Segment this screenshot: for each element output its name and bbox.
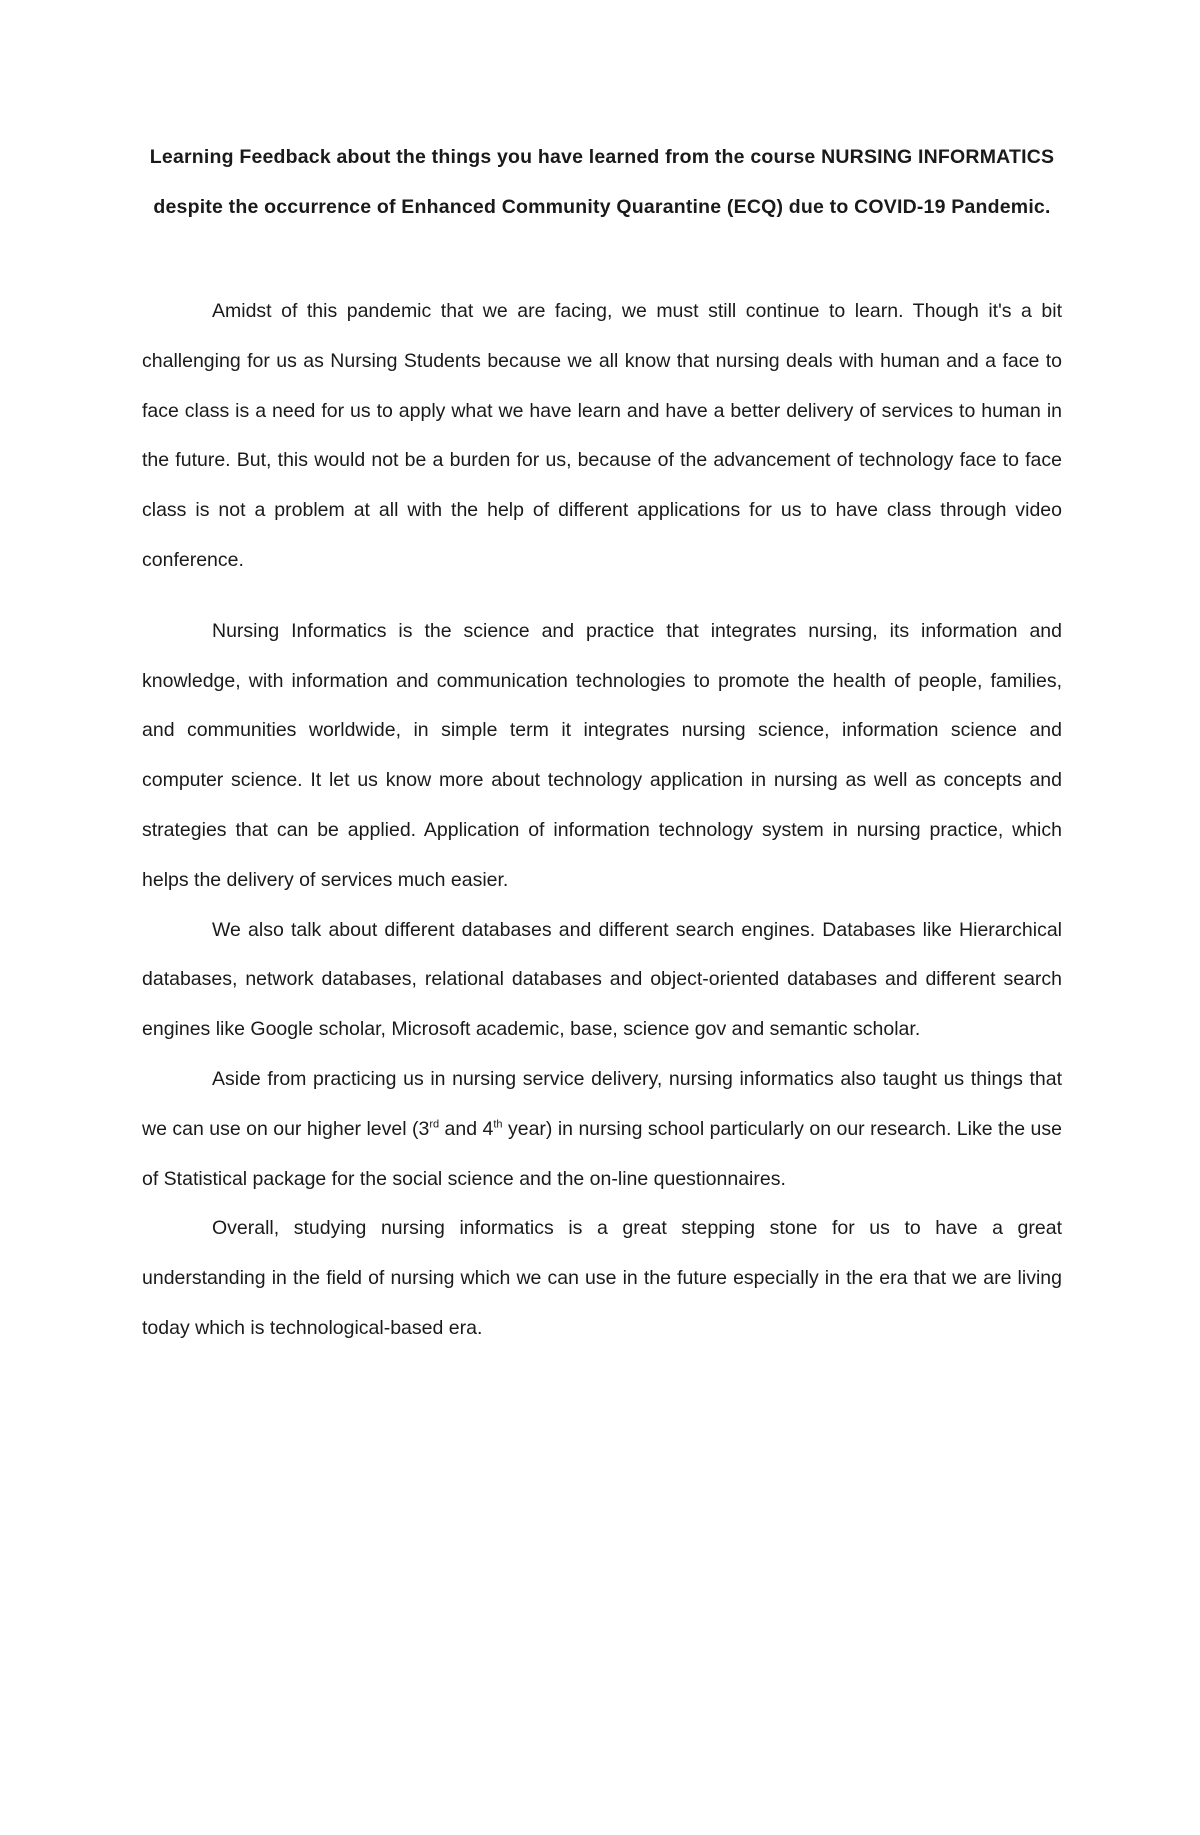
paragraph-overall-conclusion: Overall, studying nursing informatics is a great stepping stone for us to have a great understanding in the field of nursing which we can use in the future especially in the era that we are living today which is technological-based era. [142,1217,1062,1339]
document-title: Learning Feedback about the things you have learned from the course NURSING INFORMATICS despite the occurrence of Enhanced Community Quarantine (ECQ) due to COVID-19 Pandemic. [149,146,1055,218]
superscript-ordinal: rd [429,1118,440,1131]
paragraph-text-part: and 4 [439,1117,494,1140]
paragraph-higher-level-research [142,1055,1062,1204]
superscript-ordinal: th [493,1118,503,1131]
paragraph-nursing-informatics-definition: Nursing Informatics is the science and practice that integrates nursing, its information and knowledge, with information and communication technologies to promote the health of people, families, and communities worldwide, in simple term it integrates nursing science, information science and computer science. It let us know more about technology application in nursing as well as concepts and strategies that can be applied. Application of information technology system in nursing practice, which helps the delivery of services much easier. [142,619,1062,891]
paragraph-text-part: Aside from practicing us in nursing service delivery, nursing informatics also taught us things that we can use on our higher level (3 [142,1067,1062,1140]
paragraph-pandemic-learning: Amidst of this pandemic that we are facing, we must still continue to learn. Though it's a bit challenging for us as Nursing Students because we all know that nursing deals with human and a face to face class is a need for us to apply what we have learn and have a better delivery of services to human in the future. But, this would not be a burden for us, because of the advancement of technology face to face class is not a problem at all with the help of different applications for us to have class through video conference. [142,300,1062,571]
paragraph-text-part: year) in nursing school particularly on our research. Like the use of Statistical package for the social science and the on-line questionnaires. [142,1117,1062,1190]
document-page [142,132,1062,1354]
paragraph-databases-search-engines: We also talk about different databases and different search engines. Databases like Hierarchical databases, network databases, relational databases and object-oriented databases and different search engines like Google scholar, Microsoft academic, base, science gov and semantic scholar. [142,918,1062,1041]
